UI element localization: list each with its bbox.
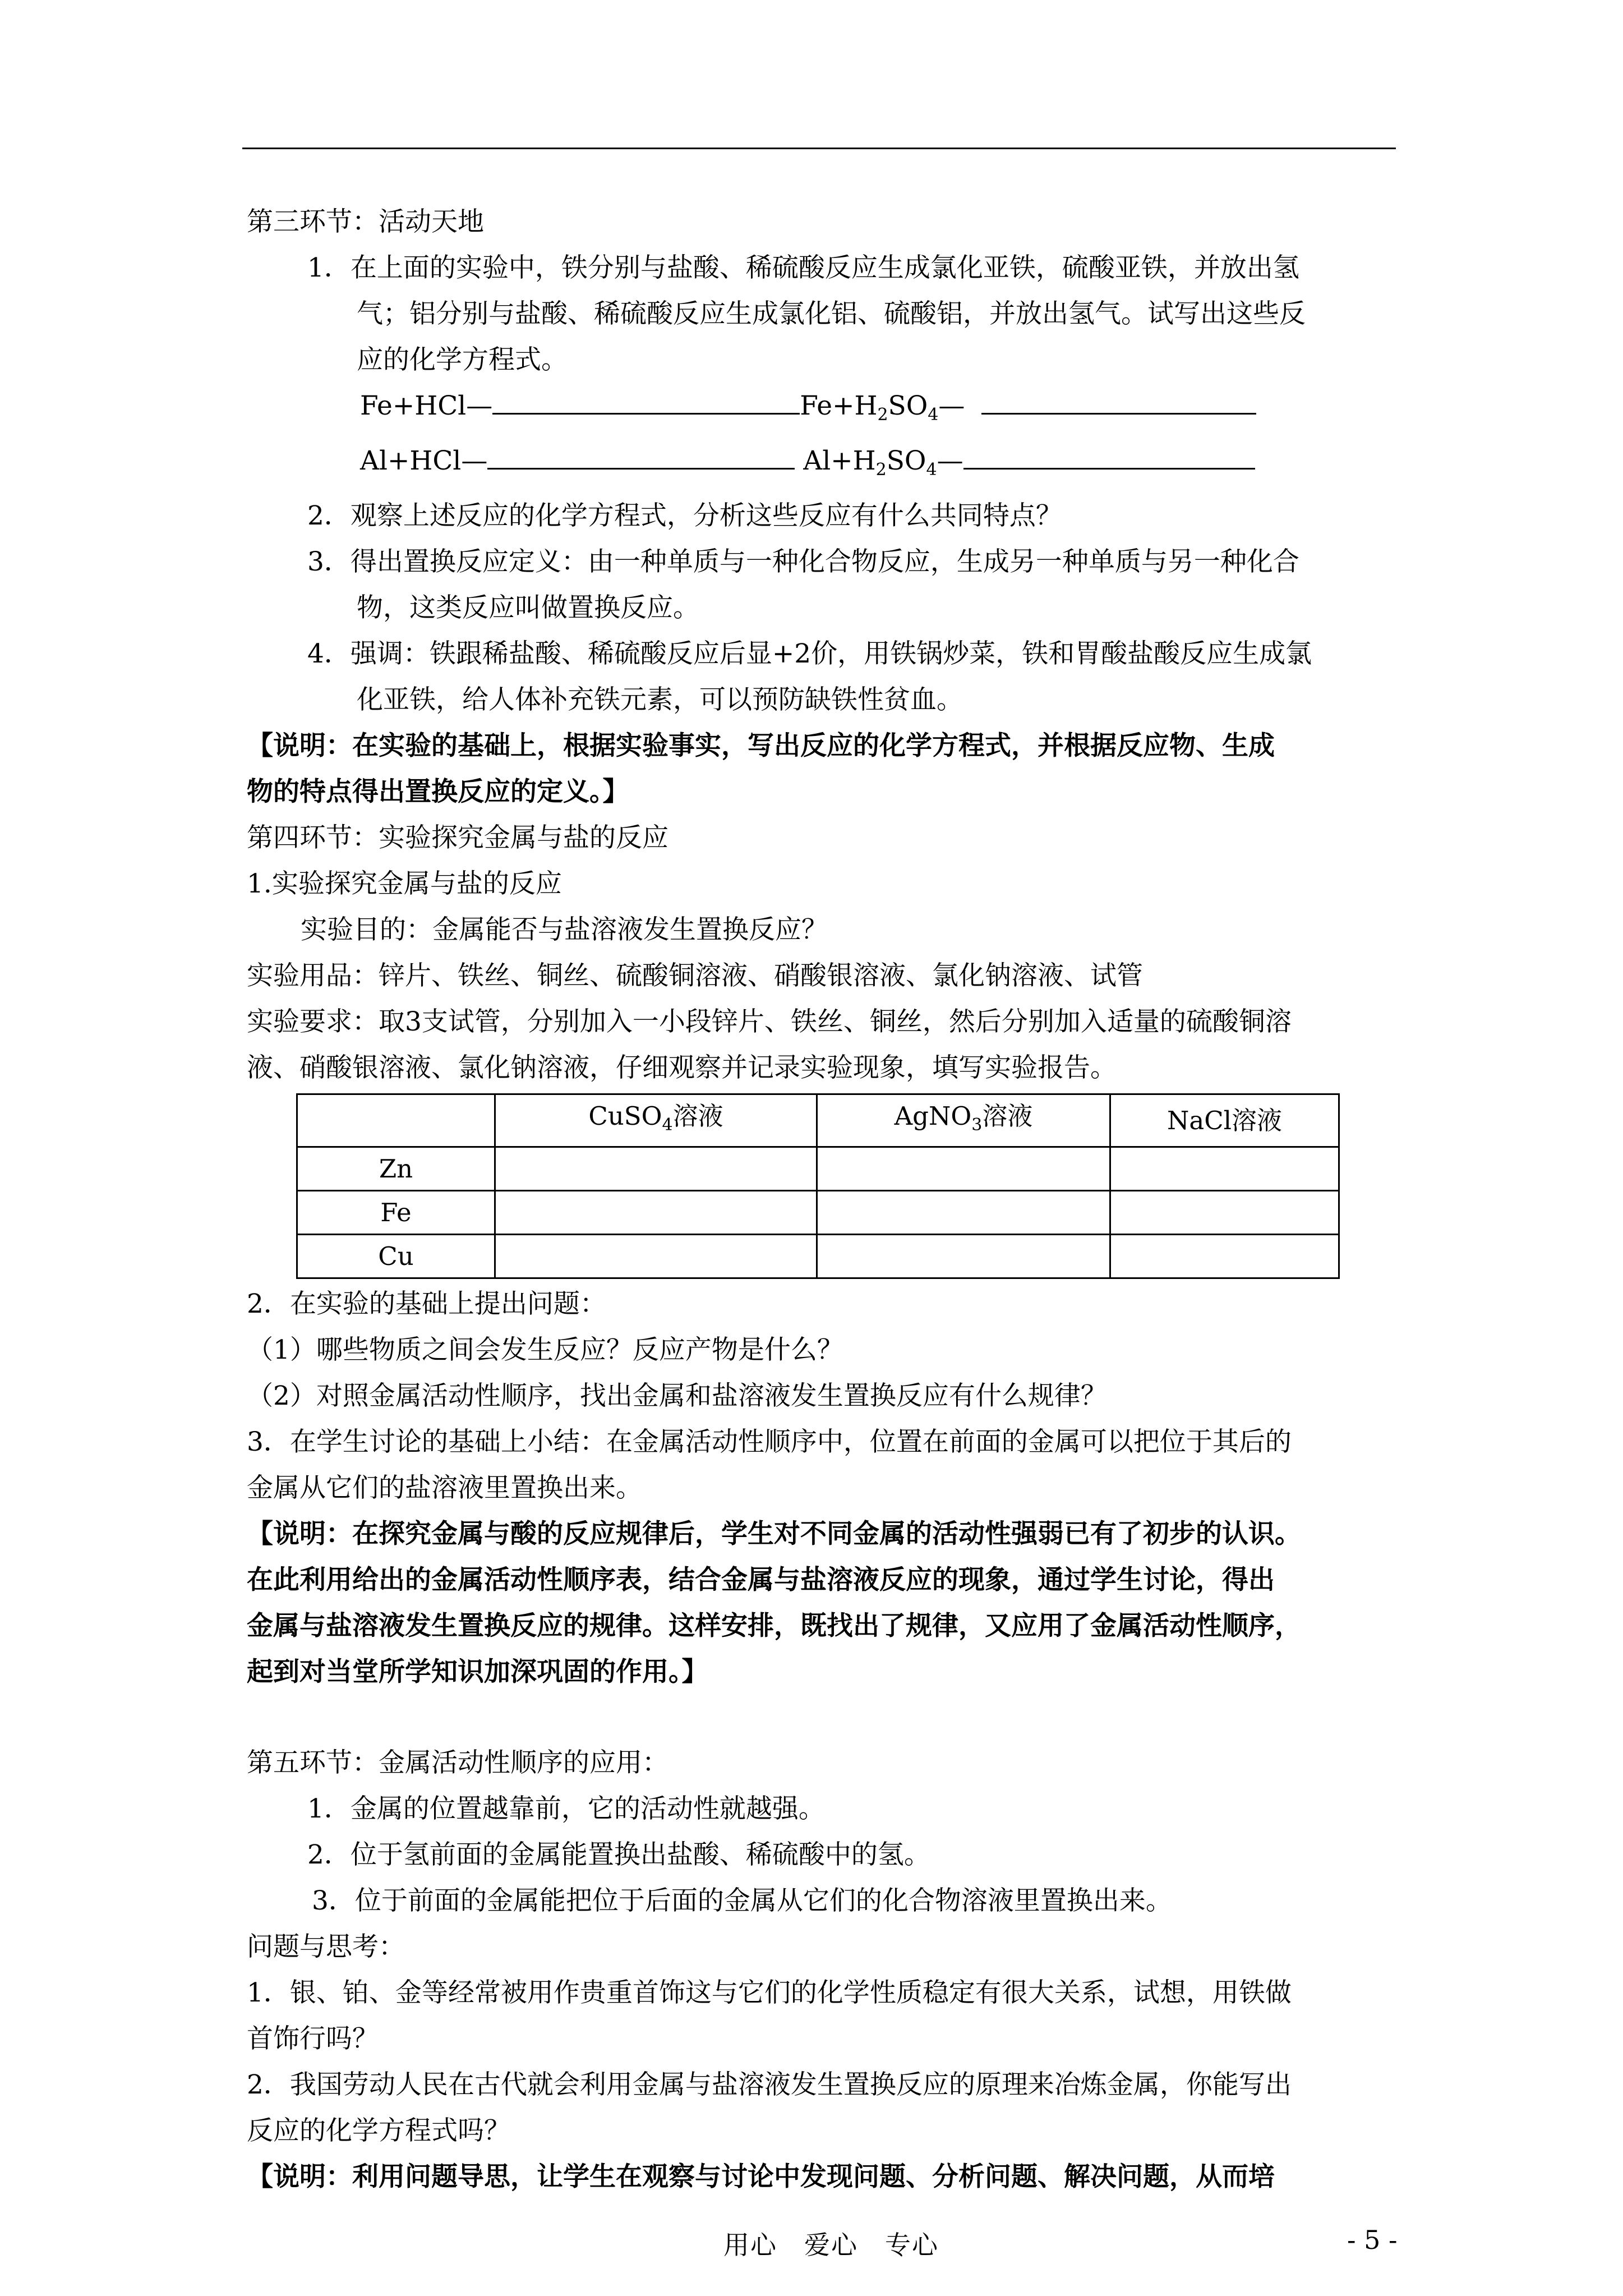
section4-question-intro: 2．在实验的基础上提出问题： <box>247 1289 606 1319</box>
table-cell[interactable] <box>817 1191 1110 1235</box>
section3-item1-line3: 应的化学方程式。 <box>357 344 568 375</box>
table-cell[interactable] <box>817 1235 1110 1278</box>
experiment-report-table <box>296 1093 1340 1279</box>
section5-qa1-line1: 1．银、铂、金等经常被用作贵重首饰这与它们的化学性质稳定有很大关系，试想，用铁做 <box>247 1977 1292 2008</box>
answer-blank-fe-hcl[interactable] <box>492 384 800 415</box>
table-cell[interactable] <box>1110 1235 1339 1278</box>
section4-summary-line1: 3．在学生讨论的基础上小结：在金属活动性顺序中，位置在前面的金属可以把位于其后的 <box>247 1427 1292 1457</box>
section5-qa2-line2: 反应的化学方程式吗？ <box>247 2115 510 2146</box>
table-cell[interactable] <box>1110 1147 1339 1191</box>
equation-al-h2so4: $Al+H_2SO_4—$ <box>803 445 963 480</box>
section4-note-line4: 起到对当堂所学知识加深巩固的作用。】 <box>247 1657 708 1687</box>
section3-note-line2: 物的特点得出置换反应的定义。】 <box>247 776 629 807</box>
page-content <box>247 199 1396 2200</box>
table-corner-cell <box>297 1094 495 1147</box>
section3-item3-line1: 3．得出置换反应定义：由一种单质与一种化合物反应，生成另一种单质与另一种化合 <box>307 546 1299 577</box>
section3-note-line1: 【说明：在实验的基础上，根据实验事实，写出反应的化学方程式，并根据反应物、生成 <box>247 730 1275 761</box>
spacer <box>247 1695 1396 1740</box>
section4-requirements-line2: 液、硝酸银溶液、氯化钠溶液，仔细观察并记录实验现象，填写实验报告。 <box>247 1052 1117 1083</box>
table-row <box>297 1191 1339 1235</box>
section4-note-line2: 在此利用给出的金属活动性顺序表，结合金属与盐溶液反应的现象，通过学生讨论，得出 <box>247 1565 1275 1595</box>
section4-materials: 实验用品：锌片、铁丝、铜丝、硫酸铜溶液、硝酸银溶液、氯化钠溶液、试管 <box>247 960 1143 991</box>
section4-requirements-line1: 实验要求：取3支试管，分别加入一小段锌片、铁丝、铜丝，然后分别加入适量的硫酸铜溶 <box>247 1006 1292 1037</box>
table-cell[interactable] <box>495 1191 817 1235</box>
table-header-cuso4: CuSO$_4$溶液 <box>495 1094 817 1147</box>
equation-fe-h2so4: $Fe+H_2SO_4—$ <box>800 390 965 425</box>
table-row <box>297 1147 1339 1191</box>
section4-note-line3: 金属与盐溶液发生置换反应的规律。这样安排，既找出了规律，又应用了金属活动性顺序， <box>247 1611 1301 1641</box>
table-row-label-cu: Cu <box>297 1235 495 1278</box>
section4-title: 第四环节：实验探究金属与盐的反应 <box>247 822 668 853</box>
section5-qa1-line2: 首饰行吗？ <box>247 2023 379 2054</box>
equation-al-hcl: Al+HCl— <box>360 445 488 476</box>
section4-question1: （1）哪些物质之间会发生反应？反应产物是什么？ <box>247 1335 843 1365</box>
equation-fe-hcl: Fe+HCl— <box>360 390 493 421</box>
section5-title: 第五环节：金属活动性顺序的应用： <box>247 1747 668 1778</box>
section4-aim: 实验目的：金属能否与盐溶液发生置换反应？ <box>301 914 828 945</box>
section5-note: 【说明：利用问题导思，让学生在观察与讨论中发现问题、分析问题、解决问题，从而培 <box>247 2161 1275 2192</box>
table-header-agno3: AgNO$_3$溶液 <box>817 1094 1110 1147</box>
section4-question2: （2）对照金属活动性顺序，找出金属和盐溶液发生置换反应有什么规律？ <box>247 1381 1107 1411</box>
section3-item2: 2．观察上述反应的化学方程式，分析这些反应有什么共同特点？ <box>307 500 1062 531</box>
section3-item1-line1: 1．在上面的实验中，铁分别与盐酸、稀硫酸反应生成氯化亚铁，硫酸亚铁，并放出氢 <box>307 252 1299 283</box>
table-cell[interactable] <box>1110 1191 1339 1235</box>
equation-row-al <box>247 438 1396 493</box>
section5-item1: 1．金属的位置越靠前，它的活动性就越强。 <box>307 1793 825 1824</box>
table-cell[interactable] <box>495 1235 817 1278</box>
section4-sub1: 1.实验探究金属与盐的反应 <box>247 868 562 899</box>
section4-summary-line2: 金属从它们的盐溶液里置换出来。 <box>247 1473 642 1503</box>
section3-item1-line2: 气；铝分别与盐酸、稀硫酸反应生成氯化铝、硫酸铝，并放出氢气。试写出这些反 <box>357 298 1306 329</box>
table-header-nacl: NaCl溶液 <box>1110 1094 1339 1147</box>
answer-blank-fe-h2so4[interactable] <box>981 384 1256 415</box>
table-cell[interactable] <box>817 1147 1110 1191</box>
section5-qa2-line1: 2．我国劳动人民在古代就会利用金属与盐溶液发生置换反应的原理来冶炼金属，你能写出 <box>247 2069 1292 2100</box>
section3-item4-line2: 化亚铁，给人体补充铁元素，可以预防缺铁性贫血。 <box>357 684 963 715</box>
page-number: - 5 - <box>1347 2225 1398 2255</box>
section4-note-line1: 【说明：在探究金属与酸的反应规律后，学生对不同金属的活动性强弱已有了初步的认识。 <box>247 1519 1301 1549</box>
table-row-label-zn: Zn <box>297 1147 495 1191</box>
section3-item3-line2: 物，这类反应叫做置换反应。 <box>357 592 699 623</box>
section5-qa-title: 问题与思考： <box>247 1931 405 1962</box>
footer-motto: 用心 爱心 专心 <box>723 2230 939 2260</box>
equation-row-fe <box>247 383 1396 438</box>
table-row <box>297 1235 1339 1278</box>
section3-item4-line1: 4．强调：铁跟稀盐酸、稀硫酸反应后显+2价，用铁锅炒菜，铁和胃酸盐酸反应生成氯 <box>307 638 1312 669</box>
header-rule <box>242 148 1396 149</box>
section5-item2: 2．位于氢前面的金属能置换出盐酸、稀硫酸中的氢。 <box>307 1839 930 1870</box>
table-header-row <box>297 1094 1339 1147</box>
answer-blank-al-h2so4[interactable] <box>963 439 1255 470</box>
answer-blank-al-hcl[interactable] <box>487 439 795 470</box>
table-cell[interactable] <box>495 1147 817 1191</box>
table-row-label-fe: Fe <box>297 1191 495 1235</box>
section3-title: 第三环节：活动天地 <box>247 206 484 237</box>
section5-item3: 3．位于前面的金属能把位于后面的金属从它们的化合物溶液里置换出来。 <box>312 1885 1172 1916</box>
